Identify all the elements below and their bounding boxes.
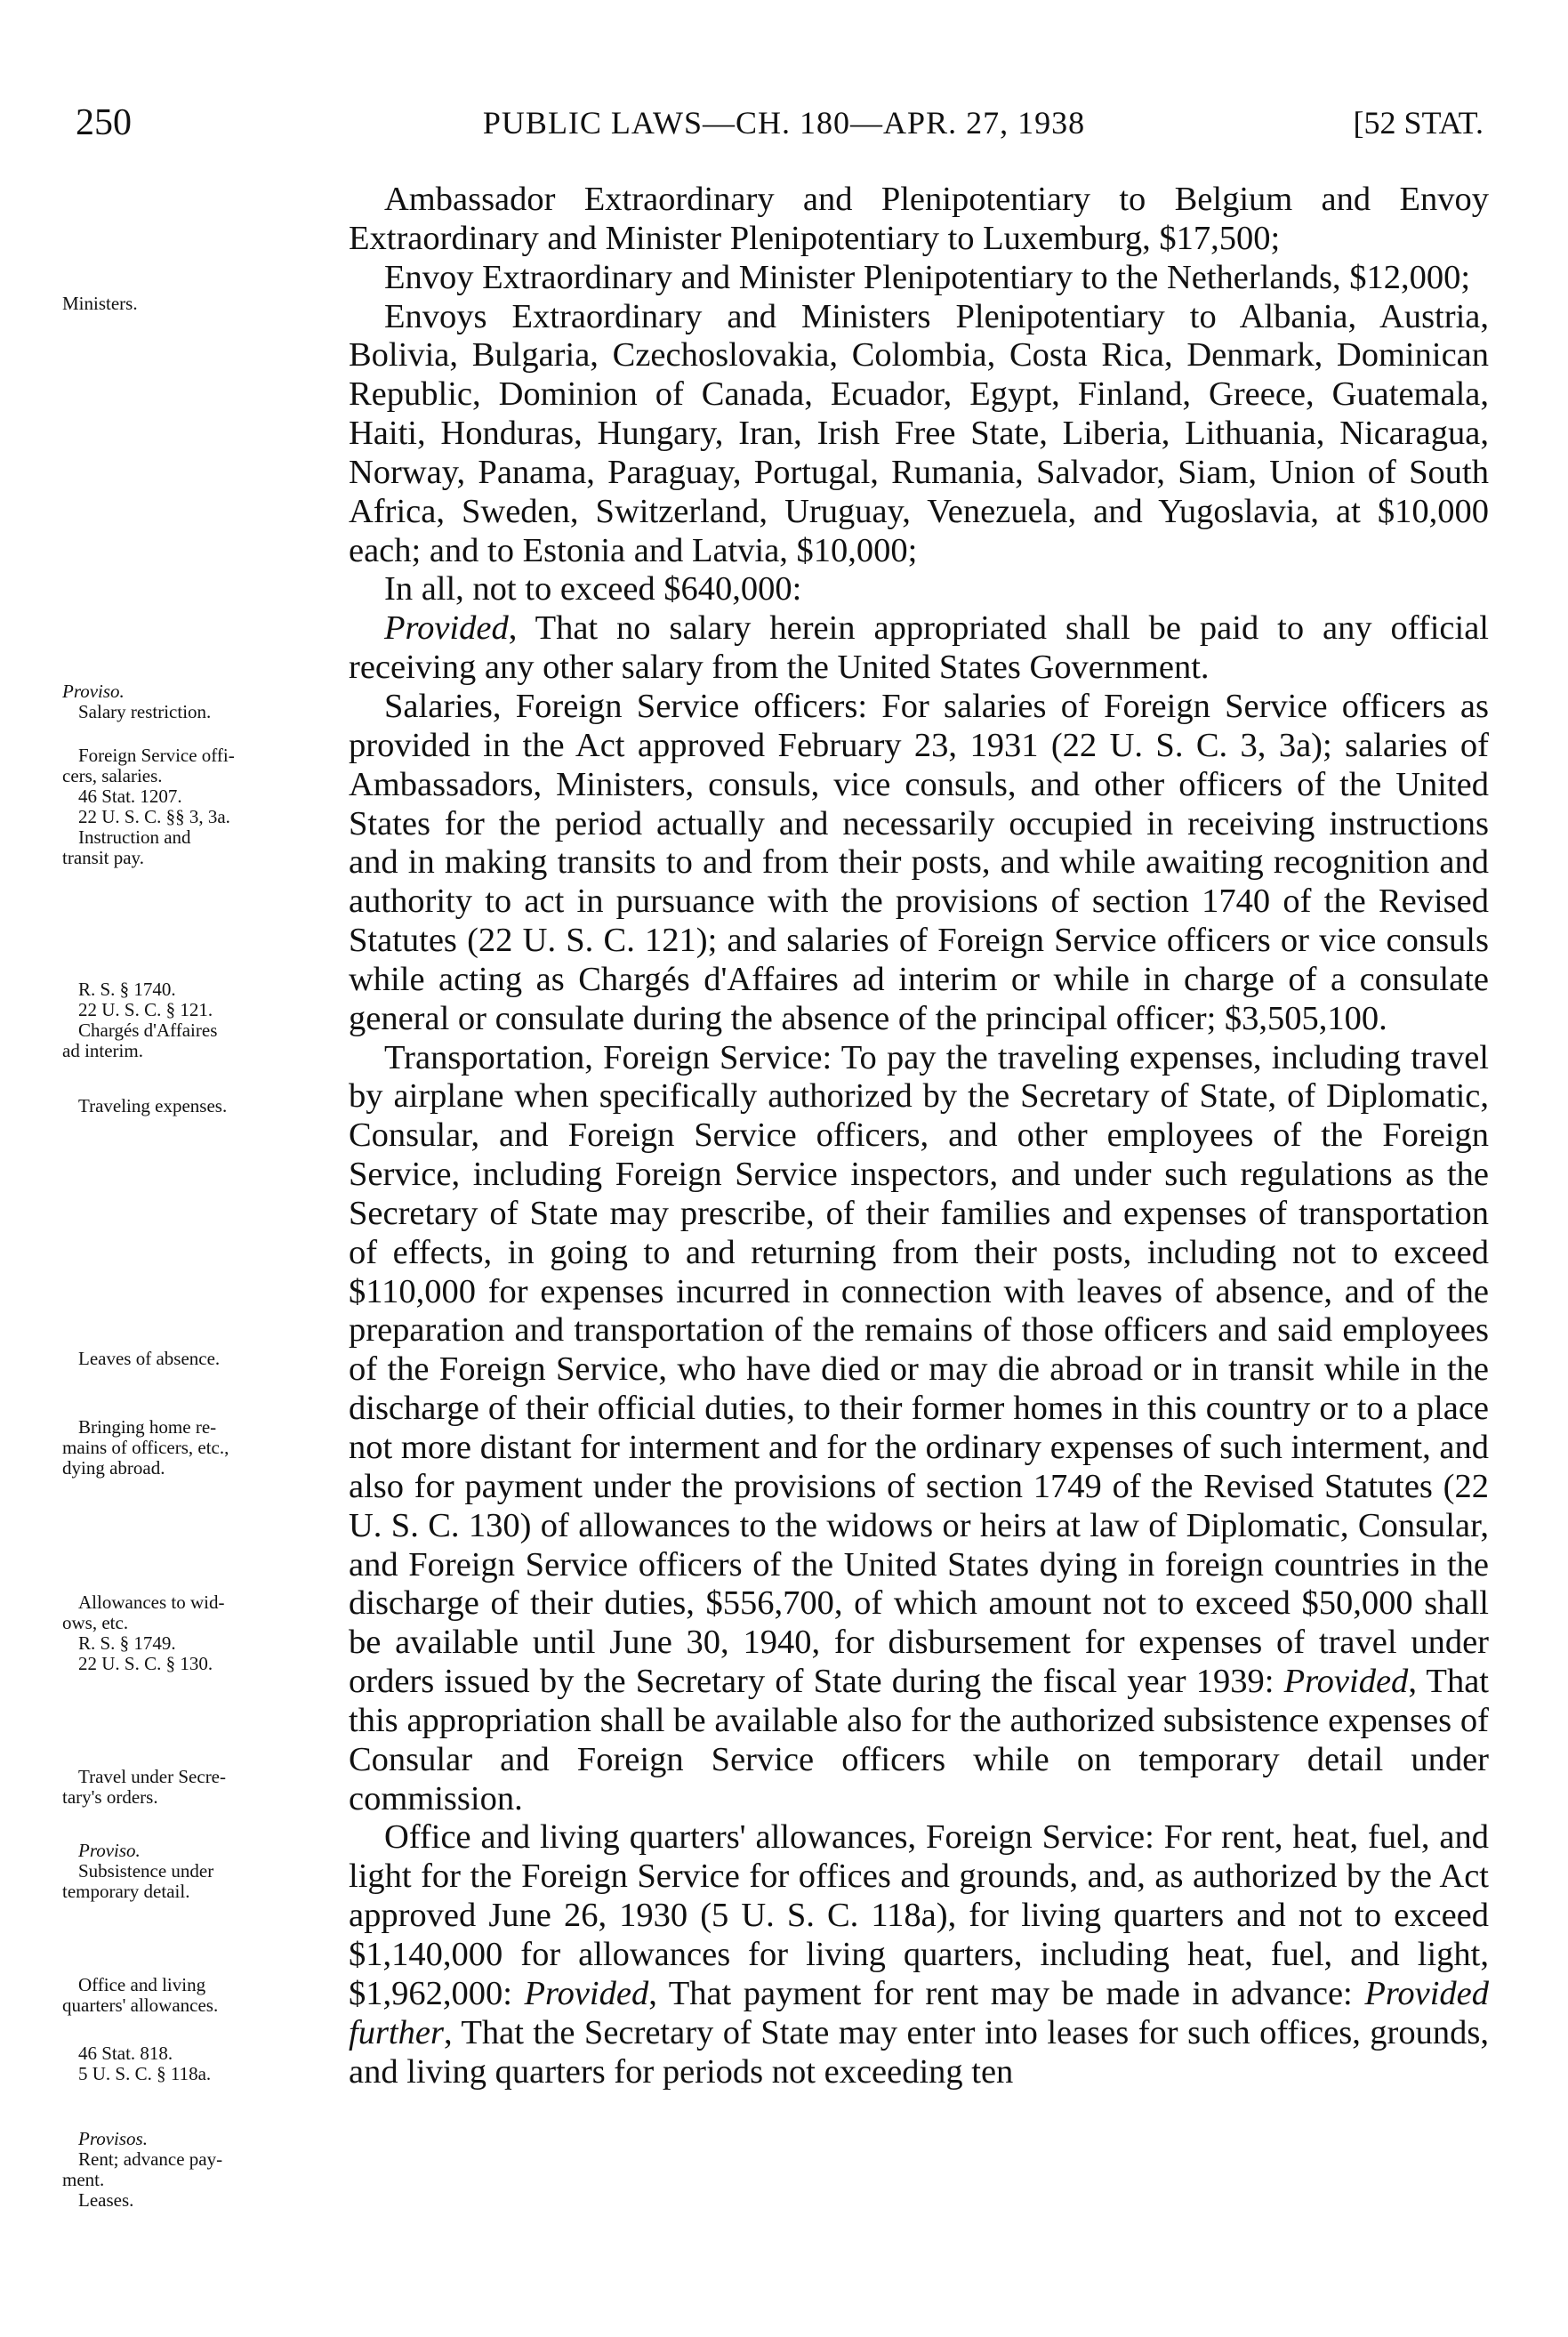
statute-volume: [52 STAT. xyxy=(1353,105,1484,141)
note-traveling-expenses: Traveling expenses. xyxy=(78,1095,228,1116)
note-proviso-salary: Proviso. Salary restriction. xyxy=(62,681,212,722)
paragraph: Envoy Extraordinary and Minister Plenipotentiary to the Netherlands, $12,000; xyxy=(384,258,1471,296)
note-allowances-widows: Allowances to wid- ows, etc. R. S. § 1749. 22 U. S. C. § 130. xyxy=(62,1592,225,1674)
paragraph: Salaries, Foreign Service officers: For salaries of Foreign Service officers as provided in the Act approved February 23, 1931 (22 U. S. C. 3, 3a); salaries of Ambassadors, Ministers, consuls, vice consuls, and other officers of the United States for the period actually and necessarily occupied in receiving instructions and in making transits to and from their posts, and while awaiting recognition and authority to act in pursuance with the provisions of section 1740 of the Revised Statutes (22 U. S. C. 121); and salaries of Foreign Service officers or vice consuls while acting as Chargés d'Affaires ad interim or while in charge of a consulate general or consulate during the absence of the principal officer; $3,505,100. xyxy=(349,687,1489,1037)
running-head: PUBLIC LAWS—CH. 180—APR. 27, 1938 xyxy=(482,105,1086,141)
note-foreign-service-salaries: Foreign Service offi- cers, salaries. 46 Stat. 1207. 22 U. S. C. §§ 3, 3a. Instruction and transit pay. xyxy=(62,745,235,868)
paragraph: Envoys Extraordinary and Ministers Plenipotentiary to Albania, Austria, Bolivia, Bulgaria, Czechoslovakia, Colombia, Costa Rica, Denmark, Dominican Republic, Dominion of Canada, Ecuador, Egypt, Finland, Greece, Guatemala, Haiti, Honduras, Hungary, Iran, Irish Free State, Liberia, Lithuania, Nicaragua, Norway, Panama, Paraguay, Portugal, Rumania, Salvador, Siam, Union of South Africa, Sweden, Switzerland, Uruguay, Venezuela, and Yugoslavia, at $10,000 each; and to Estonia and Latvia, $10,000; xyxy=(349,297,1489,569)
paragraph: Office and living quarters' allowances, Foreign Service: For rent, heat, fuel, and light for the Foreign Service for offices and grounds, and, as authorized by the Act approved June 26, 1930 (5 U. S. C. 118a), for living quarters and not to exceed $1,140,000 for allowances for living quarters, including heat, fuel, and light, $1,962,000: Provided, That payment for rent may be made in advance: Provided further, That the Secretary of State may enter into leases for such offices, grounds, and living quarters for periods not exceeding ten xyxy=(349,1818,1490,2091)
note-bringing-home-remains: Bringing home re- mains of officers, etc., dying abroad. xyxy=(62,1416,229,1479)
note-provisos-rent: Provisos. Rent; advance pay- ment. Leases. xyxy=(62,2128,223,2211)
paragraph: Ambassador Extraordinary and Plenipotentiary to Belgium and Envoy Extraordinary and Minister Plenipotentiary to Luxemburg, $17,500; xyxy=(349,181,1489,257)
note-office-quarters: Office and living quarters' allowances. xyxy=(62,1974,219,2016)
note-travel-secretary-orders: Travel under Secre- tary's orders. xyxy=(62,1766,227,1808)
note-leaves-of-absence: Leaves of absence. xyxy=(78,1348,221,1369)
body-text xyxy=(349,181,1489,2091)
note-ministers: Ministers. xyxy=(62,293,138,314)
paragraph: Provided, That no salary herein appropriated shall be paid to any official receiving any other salary from the United States Government. xyxy=(349,609,1489,687)
paragraph: Transportation, Foreign Service: To pay the traveling expenses, including travel by airplane when specifically authorized by the Secretary of State, of Diplomatic, Consular, and Foreign Service officers, and other employees of the Foreign Service, including Foreign Service inspectors, and under such regulations as the Secretary of State may prescribe, of their families and expenses of transportation of effects, in going to and returning from their posts, including not to exceed $110,000 for expenses incurred in connection with leaves of absence, and of the preparation and transportation of the remains of those officers and said employees of the Foreign Service, who have died or may die abroad or in transit while in the discharge of their official duties, to their former homes in this country or to a place not more distant for interment and for the ordinary expenses of such interment, and also for payment under the provisions of section 1749 of the Revised Statutes (22 U. S. C. 130) of allowances to the widows or heirs at law of Diplomatic, Consular, and Foreign Service officers of the United States dying in foreign countries in the discharge of their duties, $556,700, of which amount not to exceed $50,000 shall be available until June 30, 1940, for disbursement for expenses of travel under orders issued by the Secretary of State during the fiscal year 1939: Provided, That this appropriation shall be available also for the authorized subsistence expenses of Consular and Foreign Service officers while on temporary detail under commission. xyxy=(349,1038,1489,1817)
note-rs-1740: R. S. § 1740. 22 U. S. C. § 121. Chargés d'Affaires ad interim. xyxy=(62,979,218,1061)
note-46-stat-818: 46 Stat. 818. 5 U. S. C. § 118a. xyxy=(78,2043,212,2084)
note-proviso-subsistence: Proviso. Subsistence under temporary detail. xyxy=(62,1840,214,1902)
paragraph: In all, not to exceed $640,000: xyxy=(384,570,802,608)
page-number: 250 xyxy=(76,102,132,143)
